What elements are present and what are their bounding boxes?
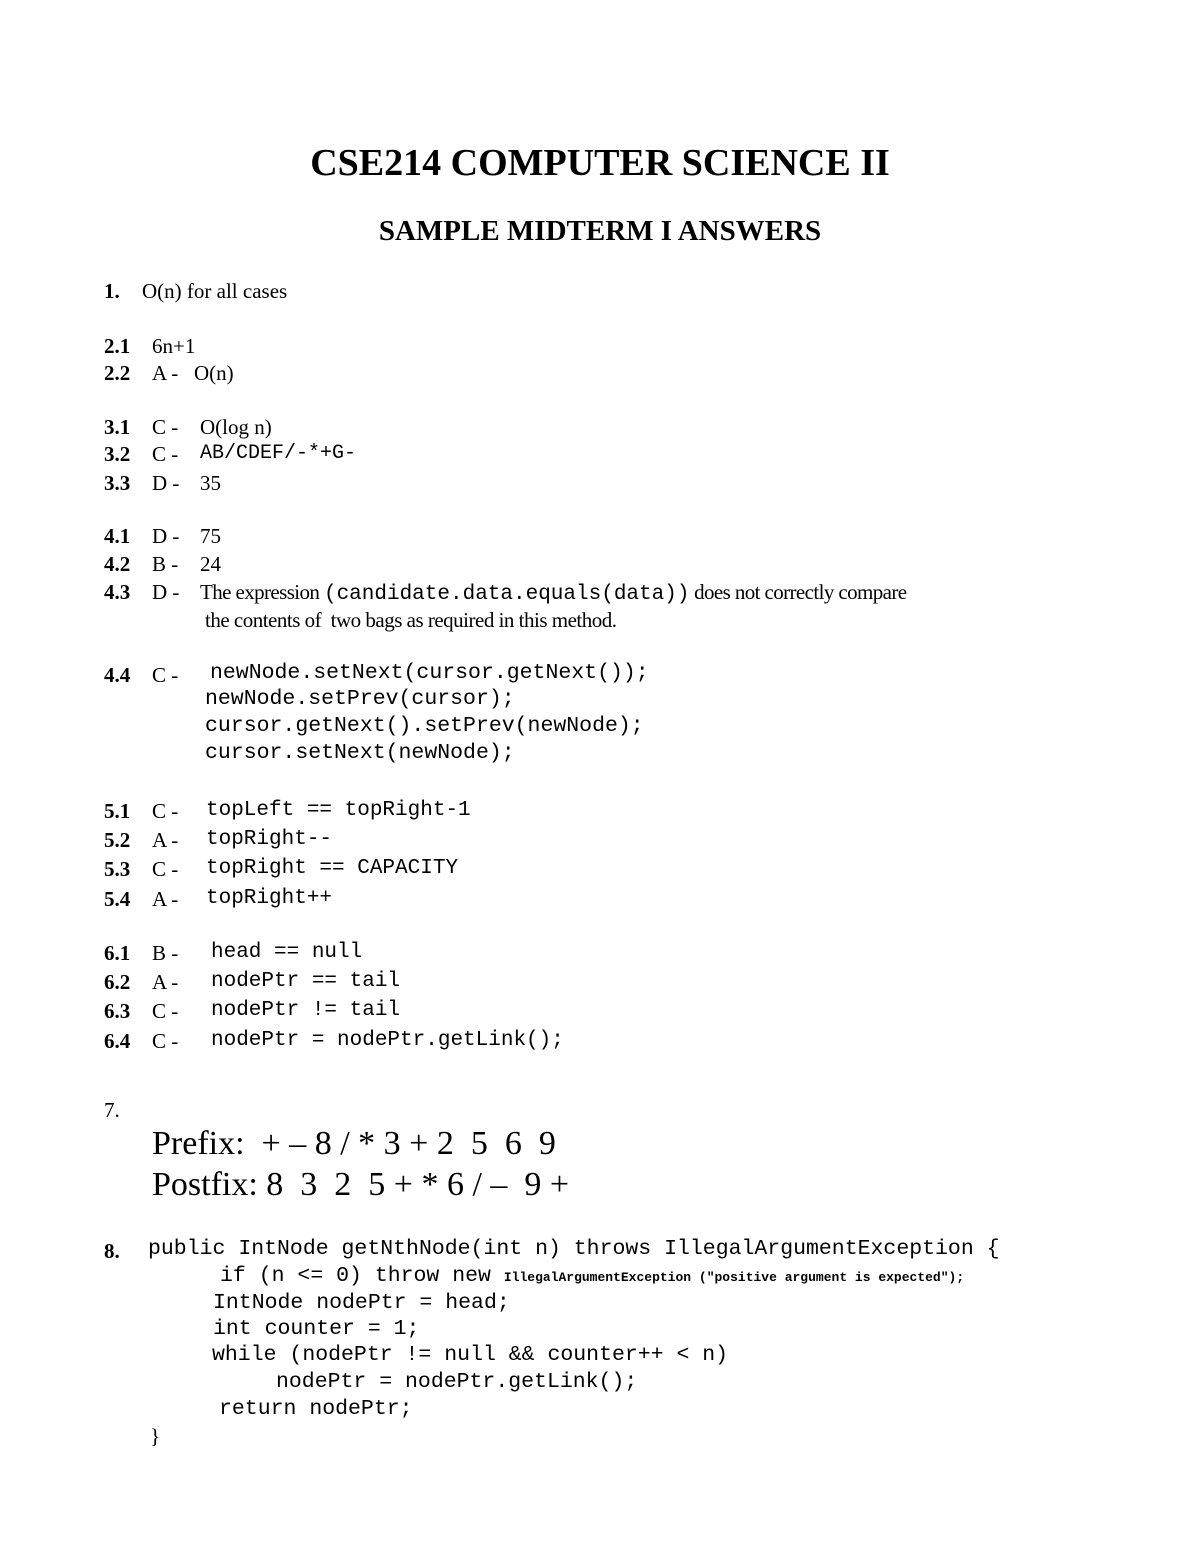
answer-number: 5.4 xyxy=(104,887,131,911)
postfix-expression: Postfix: 8 3 2 5 + * 6 / – 9 + xyxy=(152,1166,570,1203)
answer-2-1 xyxy=(104,331,196,361)
answer-letter: A - xyxy=(152,361,179,385)
answer-text: The expression (candidate.data.equals(data)) does not correctly compare xyxy=(200,580,907,606)
answer-letter: C - xyxy=(152,1029,179,1053)
question-8-number: 8. xyxy=(104,1239,120,1263)
code-line: if (n <= 0) throw new IllegalArgumentException ("positive argument is expected"); xyxy=(220,1264,965,1288)
answer-letter: C - xyxy=(152,415,179,439)
answer-1 xyxy=(104,276,288,306)
answer-4-1 xyxy=(104,521,221,551)
answer-letter: C - xyxy=(152,799,179,823)
answer-number: 1. xyxy=(104,279,120,303)
answer-number: 3.2 xyxy=(104,442,131,466)
answer-6-2 xyxy=(104,967,401,997)
answer-6-4 xyxy=(104,1026,564,1056)
answer-number: 2.2 xyxy=(104,361,131,385)
answer-letter: C - xyxy=(152,663,179,687)
answer-text: O(n) for all cases xyxy=(142,279,288,303)
answer-4-3 xyxy=(104,577,907,607)
answer-number: 3.1 xyxy=(104,415,131,439)
answer-text: topRight++ xyxy=(206,887,333,910)
answer-number: 5.3 xyxy=(104,857,131,881)
answer-5-3 xyxy=(104,854,459,884)
code-line: while (nodePtr != null && counter++ < n) xyxy=(212,1343,729,1367)
question-7-number: 7. xyxy=(104,1098,120,1122)
answer-letter: C - xyxy=(152,857,179,881)
code-line: IntNode nodePtr = head; xyxy=(213,1291,510,1315)
answer-letter: A - xyxy=(152,970,179,994)
answer-3-1 xyxy=(104,412,272,442)
answer-number: 6.2 xyxy=(104,970,131,994)
answer-number: 4.4 xyxy=(104,663,131,687)
answer-text: 24 xyxy=(200,552,221,576)
code-line: newNode.setPrev(cursor); xyxy=(205,687,515,711)
answer-text: nodePtr = nodePtr.getLink(); xyxy=(211,1029,564,1052)
code-line: } xyxy=(150,1424,161,1448)
inline-code: (candidate.data.equals(data)) xyxy=(323,583,690,606)
answer-letter: C - xyxy=(152,442,179,466)
answer-letter: B - xyxy=(152,552,179,576)
answer-text: AB/CDEF/-*+G- xyxy=(200,442,357,465)
answer-letter: B - xyxy=(152,941,179,965)
answer-letter: D - xyxy=(152,471,180,495)
answer-number: 4.2 xyxy=(104,552,131,576)
code-line: int counter = 1; xyxy=(213,1317,420,1341)
answer-5-2 xyxy=(104,825,333,855)
code-line: nodePtr = nodePtr.getLink(); xyxy=(276,1370,638,1394)
answer-5-4 xyxy=(104,884,333,914)
answer-letter: D - xyxy=(152,524,180,548)
answer-letter: A - xyxy=(152,828,179,852)
answer-4-3-continuation xyxy=(104,605,617,635)
answer-5-1 xyxy=(104,796,471,826)
code-line: cursor.setNext(newNode); xyxy=(205,741,515,765)
answer-number: 4.3 xyxy=(104,580,131,604)
answer-6-1 xyxy=(104,938,363,968)
prefix-expression: Prefix: + – 8 / * 3 + 2 5 6 9 xyxy=(152,1125,556,1162)
answer-text: nodePtr != tail xyxy=(211,999,401,1022)
answer-text: topLeft == topRight-1 xyxy=(206,799,471,822)
answer-text: nodePtr == tail xyxy=(211,970,401,993)
code-line: newNode.setNext(cursor.getNext()); xyxy=(210,661,649,685)
page-title: CSE214 COMPUTER SCIENCE II xyxy=(310,142,890,184)
answer-number: 6.3 xyxy=(104,999,131,1023)
answer-number: 4.1 xyxy=(104,524,131,548)
answer-text: 35 xyxy=(200,471,221,495)
answer-4-4 xyxy=(104,660,179,690)
code-line: return nodePtr; xyxy=(219,1397,413,1421)
answer-text: 75 xyxy=(200,524,221,548)
answer-4-2 xyxy=(104,549,221,579)
answer-letter: C - xyxy=(152,999,179,1023)
answer-text: O(n) xyxy=(194,361,234,385)
answer-2-2 xyxy=(104,358,234,388)
page-subtitle: SAMPLE MIDTERM I ANSWERS xyxy=(378,215,822,247)
answer-6-3 xyxy=(104,996,401,1026)
answer-text: head == null xyxy=(211,941,363,964)
answer-number: 2.1 xyxy=(104,334,131,358)
answer-text: O(log n) xyxy=(200,415,272,439)
answer-number: 5.2 xyxy=(104,828,131,852)
answer-text: the contents of two bags as required in this method. xyxy=(205,608,617,632)
answer-text: topRight-- xyxy=(206,828,333,851)
answer-text: 6n+1 xyxy=(152,334,196,358)
code-line: cursor.getNext().setPrev(newNode); xyxy=(205,714,644,738)
code-line: public IntNode getNthNode(int n) throws IllegalArgumentException { xyxy=(148,1237,1000,1261)
answer-text: topRight == CAPACITY xyxy=(206,857,459,880)
answer-3-2 xyxy=(104,439,357,469)
answer-number: 6.1 xyxy=(104,941,131,965)
answer-number: 3.3 xyxy=(104,471,131,495)
answer-number: 6.4 xyxy=(104,1029,131,1053)
answer-letter: A - xyxy=(152,887,179,911)
answer-letter: D - xyxy=(152,580,180,604)
answer-3-3 xyxy=(104,468,221,498)
answer-number: 5.1 xyxy=(104,799,131,823)
